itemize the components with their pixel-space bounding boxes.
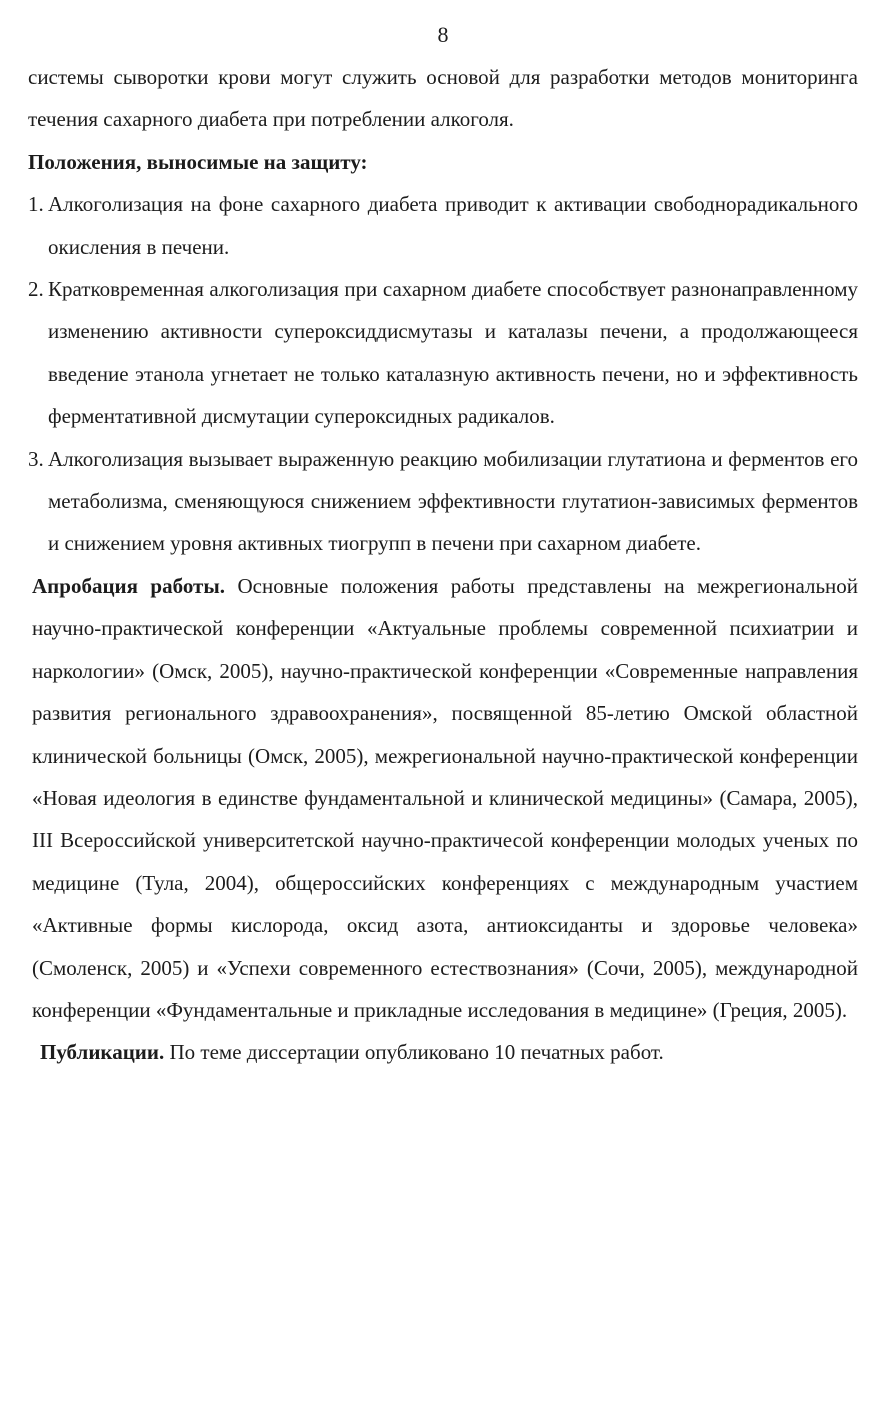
thesis-text-1: Алкоголизация на фоне сахарного диабета приводит к активации свободнорадикального окисления в печени. [48, 192, 858, 259]
thesis-text-3: Алкоголизация вызывает выраженную реакцию мобилизации глутатиона и ферментов его метаболизма, сменяющуюся снижением эффективности глутатион-зависимых ферментов и снижением уровня активных тиогрупп в печени при сахарном диабете. [48, 446, 858, 556]
publications-text: По теме диссертации опубликовано 10 печатных работ. [169, 1040, 664, 1065]
thesis-number-2: 2. [28, 277, 44, 302]
theses-heading: Положения, выносимые на защиту: [28, 149, 368, 174]
thesis-item-2 [28, 268, 858, 438]
approbation-paragraph [28, 565, 858, 1031]
theses-list [28, 183, 858, 565]
intro-continuation-paragraph: системы сыворотки крови могут служить основой для разработки методов мониторинга течения сахарного диабета при потреблении алкоголя. [28, 65, 858, 132]
thesis-item-1 [28, 183, 858, 268]
publications-paragraph [28, 1031, 858, 1073]
thesis-item-3 [28, 438, 858, 565]
page-number: 8 [437, 22, 449, 47]
page-content [28, 56, 858, 1074]
publications-label: Публикации. [40, 1040, 165, 1065]
thesis-number-3: 3. [28, 446, 44, 471]
thesis-number-1: 1. [28, 192, 44, 217]
approbation-text: Основные положения работы представлены на межрегиональной научно-практической конференции «Актуальные проблемы современной психиатрии и наркологии» (Омск, 2005), научно-практической конференции «Современные направления развития регионального здравоохранения», посвященной 85-летию Омской областной клинической больницы (Омск, 2005), межрегиональной научно-практической конференции «Новая идеология в единстве фундаментальной и клинической медицины» (Самара, 2005), III Всероссийской университетской научно-практичесой конференции молодых ученых по медицине (Тула, 2004), общероссийских конференциях с международным участием «Активные формы кислорода, оксид азота, антиоксиданты и здоровье человека» (Смоленск, 2005) и «Успехи современного естествознания» (Сочи, 2005), международной конференции «Фундаментальные и прикладные исследования в медицине» (Греция, 2005). [32, 573, 859, 1022]
thesis-text-2: Кратковременная алкоголизация при сахарном диабете способствует разнонаправленному изменению активности супероксиддисмутазы и каталазы печени, а продолжающееся введение этанола угнетает не только каталазную активность печени, но и эффективность ферментативной дисмутации супероксидных радикалов. [48, 277, 858, 429]
approbation-label: Апробация работы. [32, 573, 226, 598]
